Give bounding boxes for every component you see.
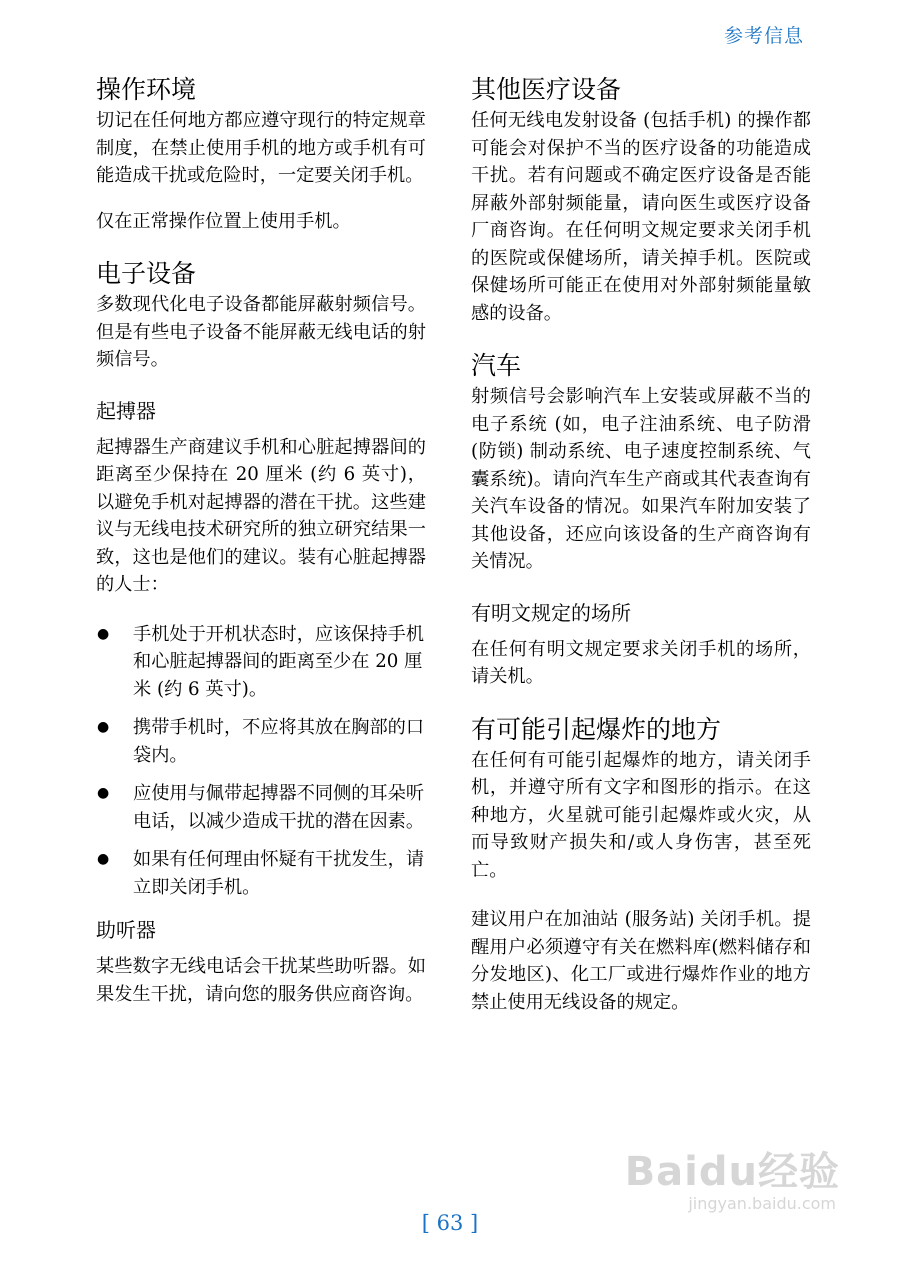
section-other-medical-devices	[471, 73, 811, 327]
section-explosive-atmospheres	[471, 713, 811, 1017]
list-item	[96, 621, 426, 704]
list-item	[96, 846, 426, 901]
paragraph: 某些数字无线电话会干扰某些助听器。如果发生干扰，请向您的服务供应商咨询。	[96, 956, 426, 1005]
list-item-text: 应使用与佩带起搏器不同侧的耳朵听电话，以减少造成干扰的潜在因素。	[133, 783, 425, 832]
section-heading: 汽车	[471, 351, 522, 380]
paragraph: 切记在任何地方都应遵守现行的特定规章制度，在禁止使用手机的地方或手机有可能造成干扰或危险时，一定要关闭手机。	[96, 110, 426, 186]
section-vehicles	[471, 349, 811, 576]
section-operating-environment	[96, 73, 426, 235]
section-heading: 操作环境	[96, 75, 197, 104]
list-item-text: 如果有任何理由怀疑有干扰发生，请立即关闭手机。	[133, 849, 425, 898]
paragraph: 射频信号会影响汽车上安装或屏蔽不当的电子系统 (如，电子注油系统、电子防滑 (防锁) 制动系统、电子速度控制系统、气囊系统)。请向汽车生产商或其代表查询有关汽车设备的情况。如果汽车附加安装了其他设备，还应向该设备的生产商咨询有关情况。	[471, 386, 811, 572]
bullet-list	[96, 621, 426, 902]
watermark-url: jingyan.baidu.com	[688, 1194, 836, 1213]
section-electronic-devices	[96, 257, 426, 374]
section-heading: 电子设备	[96, 259, 197, 288]
paragraph: 在任何有明文规定要求关闭手机的场所，请关机。	[471, 638, 811, 687]
section-label: 参考信息	[723, 25, 804, 47]
section-hearing-aids	[96, 915, 426, 1008]
bullet-icon: ●	[97, 785, 110, 801]
bullet-icon: ●	[97, 625, 110, 642]
paragraph: 在任何有可能引起爆炸的地方，请关闭手机，并遵守所有文字和图形的指示。在这种地方，火星就可能引起爆炸或火灾，从而导致财产损失和/或人身伤害，甚至死亡。	[471, 749, 811, 881]
section-pacemakers	[96, 396, 426, 902]
page-number: [ 63 ]	[421, 1211, 479, 1235]
watermark	[625, 1150, 840, 1213]
paragraph: 建议用户在加油站 (服务站) 关闭手机。提醒用户必须遵守有关在燃料库(燃料储存和分发地区)、化工厂或进行爆炸作业的地方禁止使用无线设备的规定。	[471, 909, 811, 1013]
subsection-heading: 起搏器	[96, 398, 156, 423]
paragraph: 多数现代化电子设备都能屏蔽射频信号。但是有些电子设备不能屏蔽无线电话的射频信号。	[96, 294, 426, 370]
right-column	[471, 73, 811, 1034]
left-column	[96, 73, 426, 1026]
subsection-heading: 有明文规定的场所	[471, 600, 631, 625]
paragraph: 起搏器生产商建议手机和心脏起搏器间的距离至少保持在 20 厘米 (约 6 英寸)，以避免手机对起搏器的潜在干扰。这些建议与无线电技术研究所的独立研究结果一致，这也是他们的建议。装有心脏起搏器的人士：	[96, 436, 426, 595]
paragraph: 任何无线电发射设备 (包括手机) 的操作都可能会对保护不当的医疗设备的功能造成干扰。若有问题或不确定医疗设备是否能屏蔽外部射频能量，请向医生或医疗设备厂商咨询。在任何明文规定要求关闭手机的医院或保健场所，请关掉手机。医院或保健场所可能正在使用对外部射频能量敏感的设备。	[471, 110, 811, 324]
section-heading: 其他医疗设备	[471, 75, 622, 104]
section-heading: 有可能引起爆炸的地方	[471, 714, 722, 744]
paragraph: 仅在正常操作位置上使用手机。	[96, 210, 351, 232]
list-item	[96, 714, 426, 769]
watermark-logo: Baidu经验	[624, 1149, 840, 1195]
section-posted-facilities	[471, 598, 811, 691]
bullet-icon: ●	[97, 719, 110, 735]
list-item-text: 手机处于开机状态时，应该保持手机和心脏起搏器间的距离至少在 20 厘米 (约 6 英寸)。	[133, 623, 425, 700]
subsection-heading: 助听器	[96, 918, 156, 942]
list-item	[96, 780, 426, 835]
bullet-icon: ●	[97, 851, 110, 867]
list-item-text: 携带手机时，不应将其放在胸部的口袋内。	[133, 717, 425, 766]
